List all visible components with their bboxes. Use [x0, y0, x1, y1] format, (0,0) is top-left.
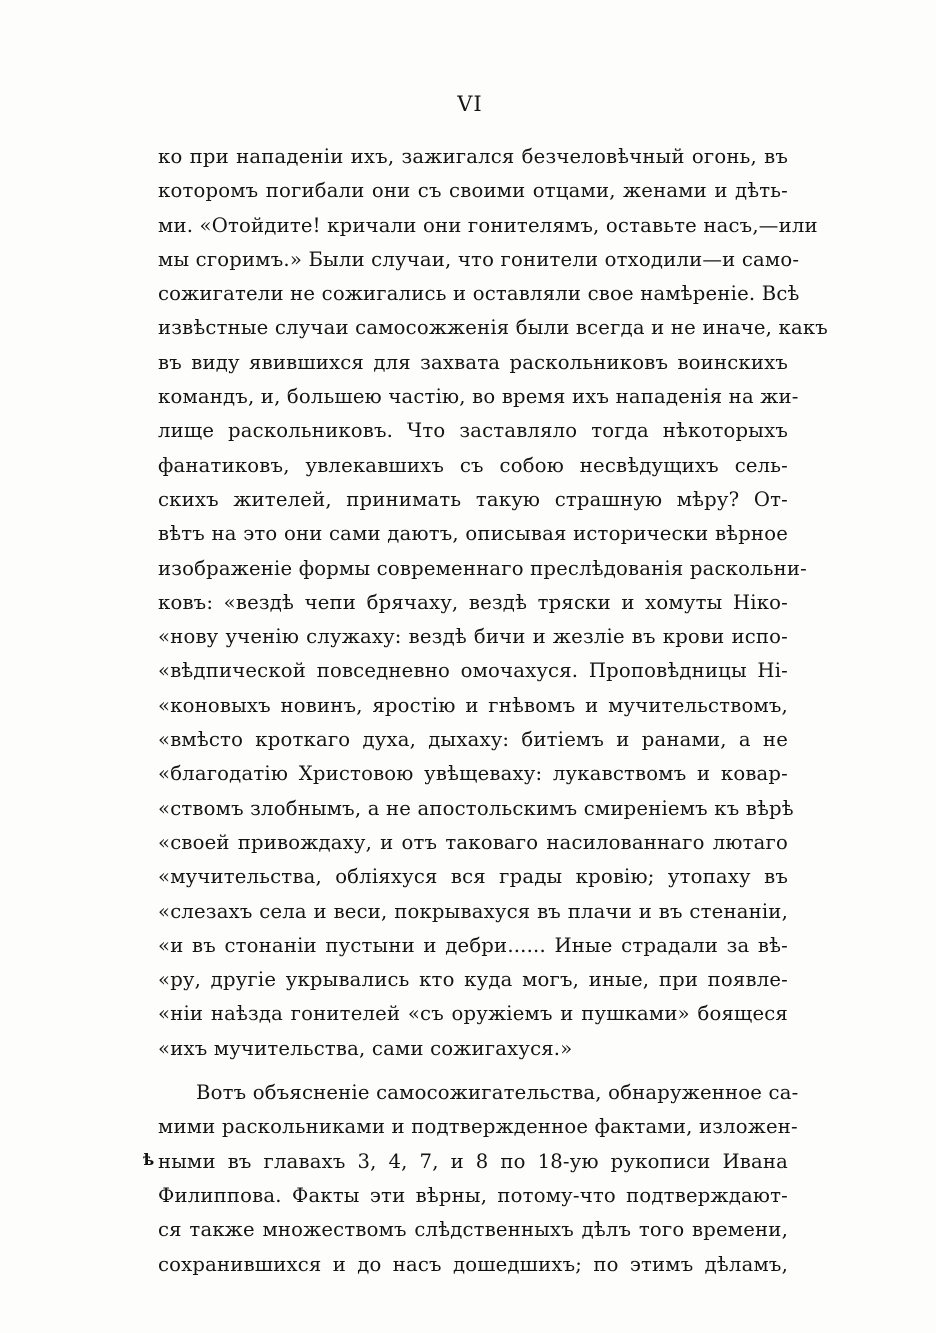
text-line: скихъ жителей, принимать такую страшную мѣру? От- [158, 487, 788, 511]
paragraph-gap [158, 1066, 788, 1076]
text-line: «коновыхъ новинъ, яростiю и гнѣвомъ и мучительствомъ, [158, 693, 788, 717]
text-line: мы сгоримъ.» Были случаи, что гонители отходили—и само- [158, 247, 800, 271]
paragraph [158, 1076, 799, 1282]
body-text [158, 140, 828, 1282]
text-line: ко при нападенiи ихъ, зажигался безчеловѣчный огонь, въ [158, 145, 788, 168]
text-line: «ру, другiе укрывались кто куда могъ, иные, при появле- [158, 968, 788, 992]
text-line: «своей привождаху, и отъ таковаго насилованнаго лютаго [158, 830, 788, 854]
text-line: ся также множествомъ слѣдственныхъ дѣлъ того времени, [158, 1218, 788, 1242]
text-line: «ствомъ злобнымъ, а не апостольскимъ смиренiемъ къ вѣрѣ [158, 796, 794, 820]
text-line: «мучительства, облiяхуся вся грады кровiю; утопаху въ [158, 865, 788, 889]
text-line: которомъ погибали они съ своими отцами, женами и дѣть- [158, 179, 788, 203]
text-line: ными въ главахъ 3, 4, 7, и 8 по 18-ую рукописи Ивана [158, 1149, 788, 1173]
text-line: лище раскольниковъ. Что заставляло тогда нѣкоторыхъ [158, 419, 788, 443]
text-line: Вотъ объясненiе самосожигательства, обнаруженное са- [196, 1081, 799, 1105]
text-line: ми. «Отойдите! кричали они гонителямъ, оставьте насъ,—или [158, 213, 818, 237]
text-line: «вѣдпической повседневно омочахуся. Проповѣдницы Нi- [158, 659, 788, 683]
margin-mark: ѣ [143, 1150, 155, 1169]
text-line: сожигатели не сожигались и оставляли свое намѣренiе. Всѣ [158, 282, 800, 306]
text-line: мими раскольниками и подтвержденное фактами, изложен- [158, 1115, 798, 1139]
text-line: вѣтъ на это они сами даютъ, описывая исторически вѣрное [158, 522, 788, 546]
text-line: изображенiе формы современнаго преслѣдованiя раскольни- [158, 556, 807, 580]
paragraph [158, 140, 828, 1066]
text-line: «и въ стонанiи пустыни и дебри...... Иные страдали за вѣ- [158, 933, 788, 957]
text-line: командъ, и, большею частiю, во время ихъ нападенiя на жи- [158, 385, 799, 409]
text-line: «ихъ мучительства, сами сожигахуся.» [158, 1036, 573, 1060]
text-line: извѣстные случаи самосожженiя были всегда и не иначе, какъ [158, 316, 828, 340]
text-line: «вмѣсто кроткаго духа, дыхаху: битiемъ и ранами, а не [158, 728, 788, 752]
text-line: «нову ученiю служаху: вездѣ бичи и жезлiе въ крови испо- [158, 625, 788, 649]
page-number: VI [457, 92, 483, 116]
text-line: фанатиковъ, увлекавшихъ съ собою несвѣдущихъ сель- [158, 453, 788, 477]
text-line: «слезахъ села и веси, покрывахуся въ плачи и въ стенанiи, [158, 899, 788, 923]
text-line: въ виду явившихся для захвата раскольниковъ воинскихъ [158, 350, 788, 374]
text-line: Филиппова. Факты эти вѣрны, потому-что подтверждают- [158, 1183, 788, 1207]
text-line: сохранившихся и до насъ дошедшихъ; по этимъ дѣламъ, [158, 1252, 788, 1276]
text-line: ковъ: «вездѣ чепи брячаху, вездѣ тряски и хомуты Нiко- [158, 590, 788, 614]
text-line: «благодатiю Христовою увѣщеваху: лукавствомъ и ковар- [158, 762, 788, 786]
text-line: «нiи наѣзда гонителей «съ оружiемъ и пушками» боящеся [158, 1002, 788, 1026]
